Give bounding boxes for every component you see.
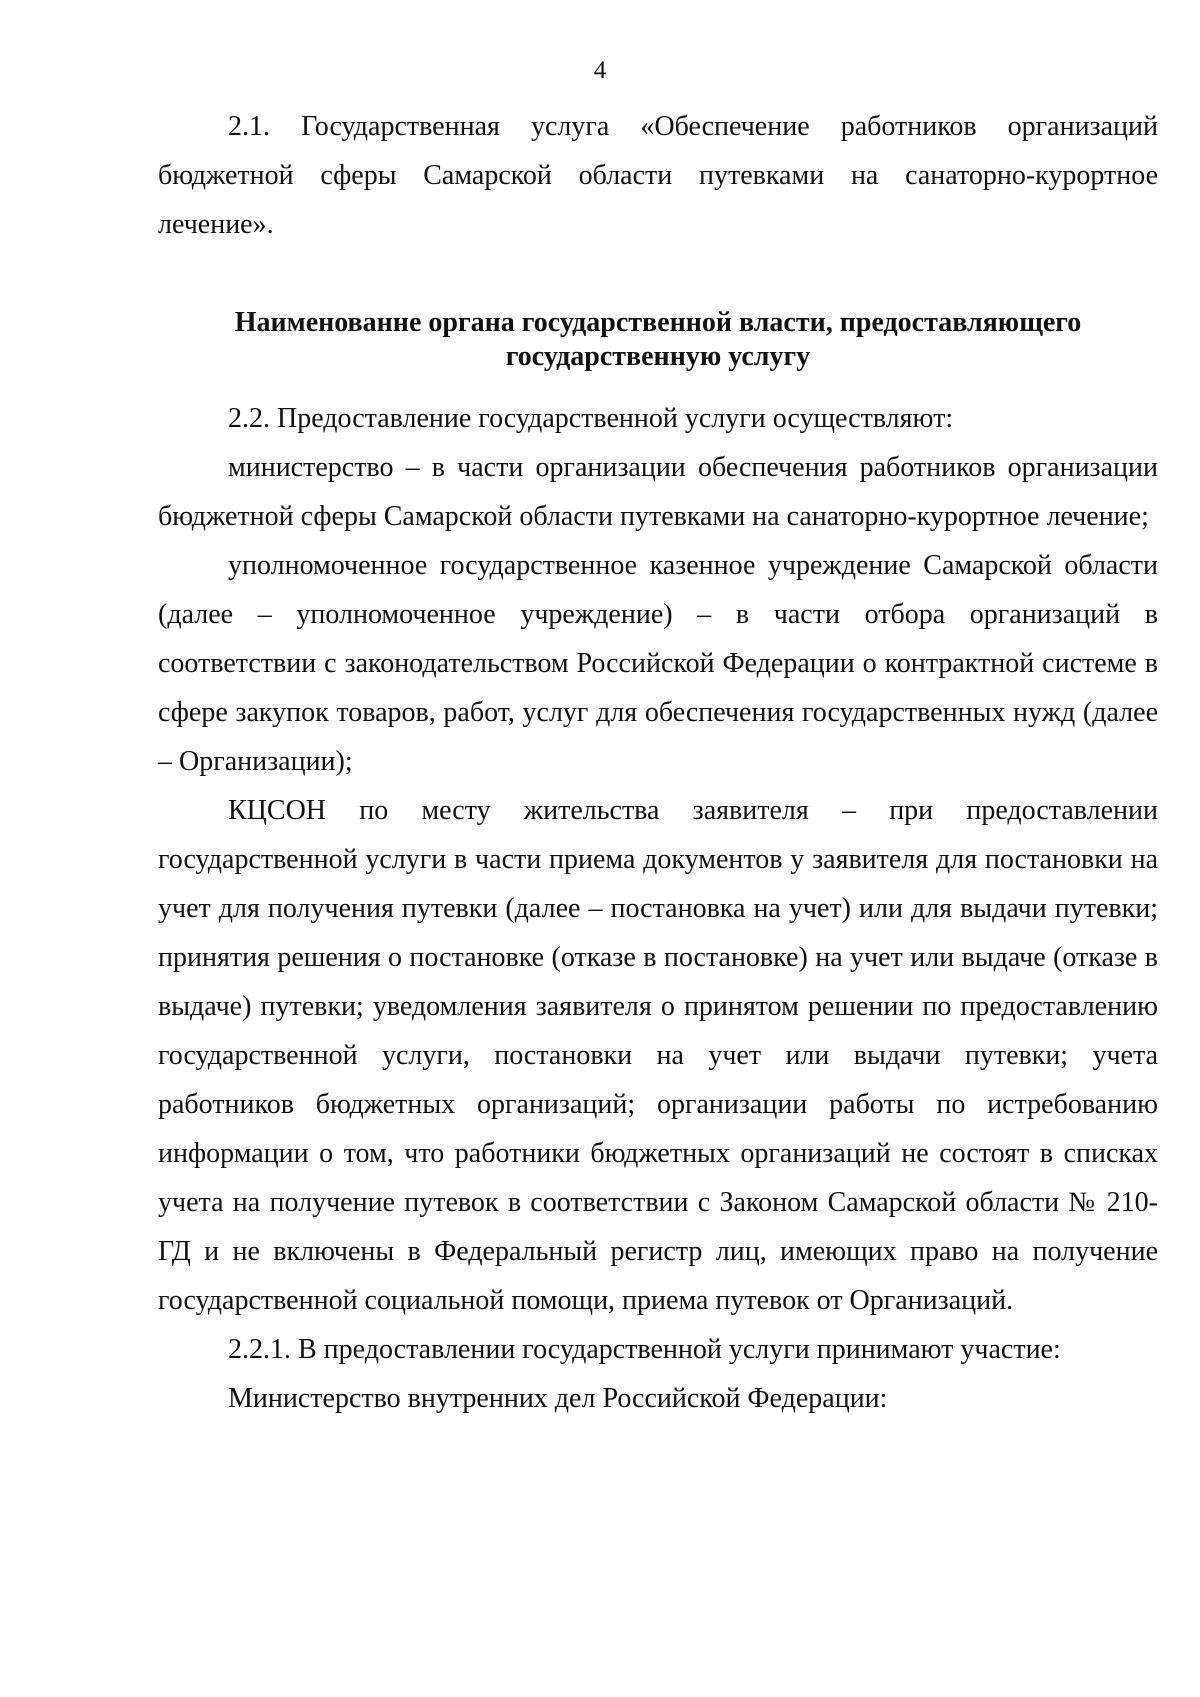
paragraph-mvd: Министерство внутренних дел Российской Федерации:: [228, 1383, 888, 1414]
paragraph-2-2: 2.2. Предоставление государственной услуги осуществляют:: [228, 403, 954, 434]
body-text: [158, 102, 1158, 1423]
paragraph-2-2-1: 2.2.1. В предоставлении государственной услуги принимают участие:: [228, 1334, 1061, 1365]
page-number: 4: [593, 57, 607, 84]
paragraph-2-1: 2.1. Государственная услуга «Обеспечение работников организаций бюджетной сферы Самарской области путевками на санаторно-курортное лечение».: [158, 111, 1158, 240]
section-heading: Наименованне органа государственной власти, предоставляющего государственную услугу: [234, 307, 1082, 372]
paragraph-kcson: КЦСОН по месту жительства заявителя – при предоставлении государственной услуги в части приема документов у заявителя для постановки на учет для получения путевки (далее – постановка на учет) или для выдачи путевки; принятия решения о постановке (отказе в постановке) на учет или выдаче (отказе в выдаче) путевки; уведомления заявителя о принятом решении по предоставлению государственной услуги, постановки на учет или выдачи путевки; учета работников бюджетных организаций; организации работы по истребованию информации о том, что работники бюджетных организаций не состоят в списках учета на получение путевок в соответствии с Законом Самарской области № 210-ГД и не включены в Федеральный регистр лиц, имеющих право на получение государственной социальной помощи, приема путевок от Организаций.: [158, 795, 1158, 1316]
paragraph-authorized-institution: уполномоченное государственное казенное учреждение Самарской области (далее – уполномоченное учреждение) – в части отбора организаций в соответствии с законодательством Российской Федерации о контрактной системе в сфере закупок товаров, работ, услуг для обеспечения государственных нужд (далее – Организации);: [158, 550, 1158, 777]
paragraph-ministry: министерство – в части организации обеспечения работников организации бюджетной сферы Самарской области путевками на санаторно-курортное лечение;: [158, 452, 1158, 532]
